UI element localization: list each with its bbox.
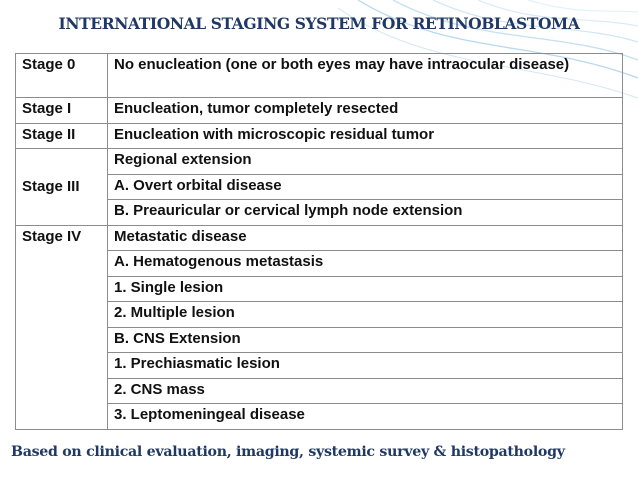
table-row xyxy=(16,302,623,328)
table-row xyxy=(16,378,623,404)
page-title: INTERNATIONAL STAGING SYSTEM FOR RETINOBLASTOMA xyxy=(58,14,580,33)
table-row xyxy=(16,149,623,175)
table-row xyxy=(16,251,623,277)
description-cell: No enucleation (one or both eyes may have intraocular disease) xyxy=(108,54,623,98)
stage-cell: Stage II xyxy=(16,123,108,149)
footer-note: Based on clinical evaluation, imaging, systemic survey & histopathology xyxy=(11,444,565,460)
table-row xyxy=(16,54,623,98)
description-cell: 2. Multiple lesion xyxy=(108,302,623,328)
stage-cell: Stage 0 xyxy=(16,54,108,98)
table-row xyxy=(16,98,623,124)
description-cell: Metastatic disease xyxy=(108,225,623,251)
table-row xyxy=(16,404,623,430)
description-cell: A. Overt orbital disease xyxy=(108,174,623,200)
description-cell: 2. CNS mass xyxy=(108,378,623,404)
description-cell: Regional extension xyxy=(108,149,623,175)
table-row xyxy=(16,225,623,251)
description-cell: Enucleation, tumor completely resected xyxy=(108,98,623,124)
table-row xyxy=(16,200,623,226)
description-cell: A. Hematogenous metastasis xyxy=(108,251,623,277)
table-row xyxy=(16,276,623,302)
table-row xyxy=(16,327,623,353)
description-cell: 3. Leptomeningeal disease xyxy=(108,404,623,430)
table-row xyxy=(16,353,623,379)
description-cell: 1. Single lesion xyxy=(108,276,623,302)
description-cell: 1. Prechiasmatic lesion xyxy=(108,353,623,379)
stage-cell: Stage IV xyxy=(16,225,108,429)
description-cell: B. Preauricular or cervical lymph node extension xyxy=(108,200,623,226)
table-row xyxy=(16,174,623,200)
description-cell: B. CNS Extension xyxy=(108,327,623,353)
table-row xyxy=(16,123,623,149)
description-cell: Enucleation with microscopic residual tumor xyxy=(108,123,623,149)
stage-cell: Stage III xyxy=(16,149,108,226)
stage-cell: Stage I xyxy=(16,98,108,124)
staging-table xyxy=(15,53,623,430)
